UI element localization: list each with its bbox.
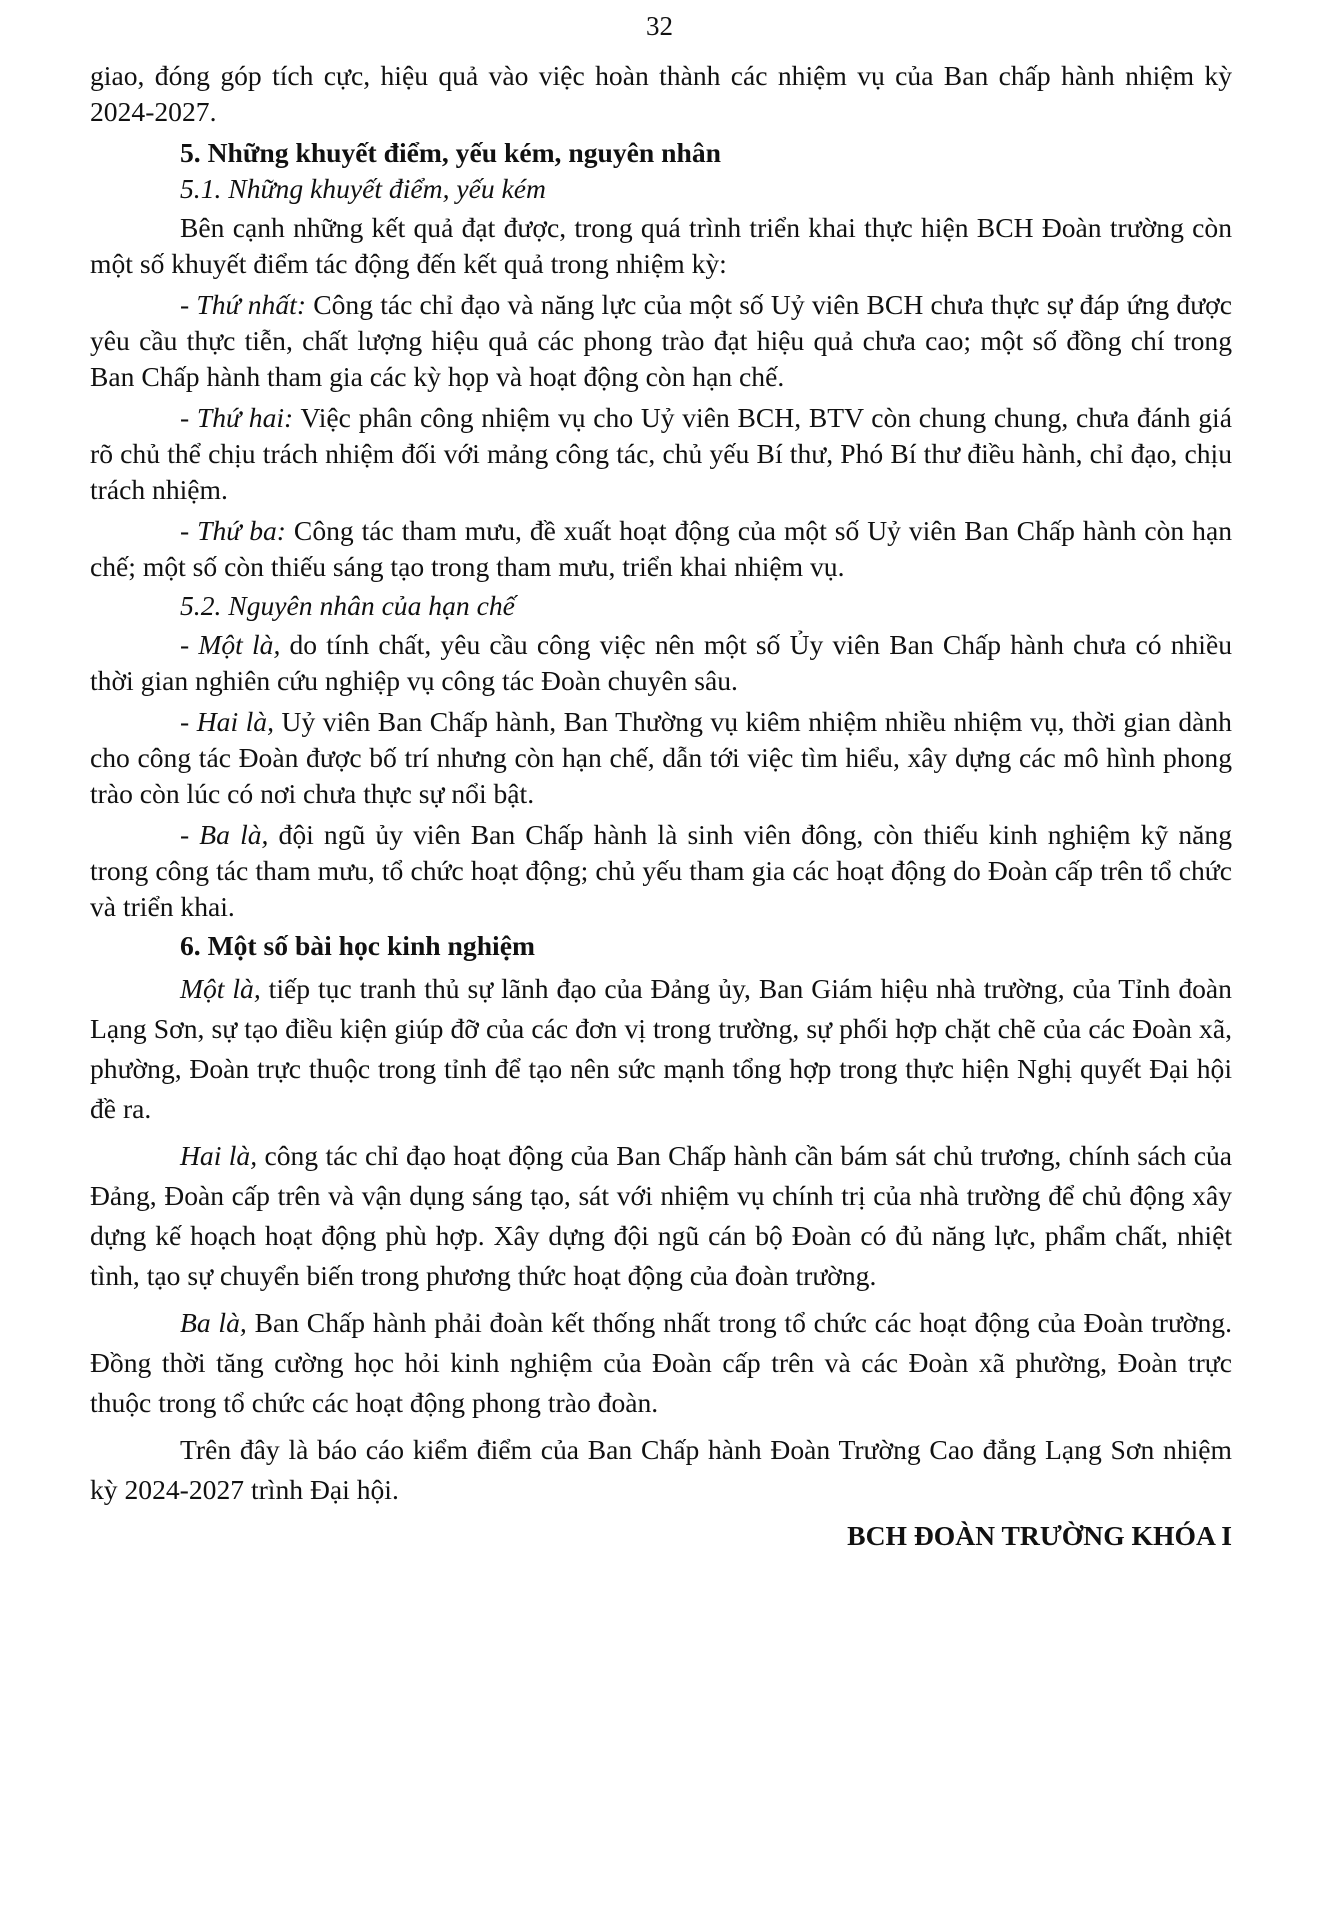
signature-block: BCH ĐOÀN TRƯỜNG KHÓA I [847,1520,1232,1551]
lead-label: - Ba là, [180,819,269,850]
paragraph-closing: Trên đây là báo cáo kiểm điểm của Ban Chấp hành Đoàn Trường Cao đẳng Lạng Sơn nhiệm kỳ 2024-2027 trình Đại hội. [90,1434,1232,1505]
paragraph-cause-one [90,627,1232,699]
lead-label: Một là, [180,973,261,1004]
lead-label: - Một là, [180,629,281,660]
subheading-5-2: 5.2. Nguyên nhân của hạn chế [180,590,515,621]
paragraph-continuation: giao, đóng góp tích cực, hiệu quả vào việc hoàn thành các nhiệm vụ của Ban chấp hành nhiệm kỳ 2024-2027. [90,60,1232,127]
paragraph-text: Công tác chỉ đạo và năng lực của một số Uỷ viên BCH chưa thực sự đáp ứng được yêu cầu thực tiễn, chất lượng hiệu quả các phong trào đạt hiệu quả chưa cao; một số đồng chí trong Ban Chấp hành tham gia các kỳ họp và hoạt động còn hạn chế. [90,289,1232,392]
lead-label: - Thứ nhất: [180,289,307,320]
paragraph-text: công tác chỉ đạo hoạt động của Ban Chấp hành cần bám sát chủ trương, chính sách của Đảng, Đoàn cấp trên và vận dụng sáng tạo, sát với nhiệm vụ chính trị của nhà trường để chủ động xây dựng kế hoạch hoạt động phù hợp. Xây dựng đội ngũ cán bộ Đoàn có đủ năng lực, phẩm chất, nhiệt tình, tạo sự chuyển biến trong phương thức hoạt động của đoàn trường. [90,1140,1232,1291]
lead-label: - Thứ hai: [180,402,294,433]
paragraph-lesson-one [90,969,1232,1129]
paragraph-intro: Bên cạnh những kết quả đạt được, trong quá trình triển khai thực hiện BCH Đoàn trường còn một số khuyết điểm tác động đến kết quả trong nhiệm kỳ: [90,212,1232,279]
page-number: 32 [646,11,673,41]
lead-label: Ba là, [180,1307,247,1338]
lead-label: - Thứ ba: [180,515,286,546]
paragraph-lesson-three [90,1303,1232,1423]
paragraph-lesson-two [90,1136,1232,1296]
paragraph-cause-three [90,817,1232,925]
paragraph-third-shortcoming [90,513,1232,585]
document-body [90,58,1232,1554]
paragraph-cause-two [90,704,1232,812]
paragraph-text: Việc phân công nhiệm vụ cho Uỷ viên BCH, BTV còn chung chung, chưa đánh giá rõ chủ thể chịu trách nhiệm đối với mảng công tác, chủ yếu Bí thư, Phó Bí thư điều hành, chỉ đạo, chịu trách nhiệm. [90,402,1232,505]
paragraph-text: đội ngũ ủy viên Ban Chấp hành là sinh viên đông, còn thiếu kinh nghiệm kỹ năng trong công tác tham mưu, tổ chức hoạt động; chủ yếu tham gia các hoạt động do Đoàn cấp trên tổ chức và triển khai. [90,819,1233,922]
heading-section-5: 5. Những khuyết điểm, yếu kém, nguyên nhân [180,137,721,168]
lead-label: Hai là, [180,1140,258,1171]
paragraph-text: Công tác tham mưu, đề xuất hoạt động của một số Uỷ viên Ban Chấp hành còn hạn chế; một số còn thiếu sáng tạo trong tham mưu, triển khai nhiệm vụ. [90,515,1232,582]
paragraph-text: do tính chất, yêu cầu công việc nên một số Ủy viên Ban Chấp hành chưa có nhiều thời gian nghiên cứu nghiệp vụ công tác Đoàn chuyên sâu. [90,629,1232,696]
paragraph-first-shortcoming [90,287,1232,395]
lead-label: - Hai là, [180,706,274,737]
paragraph-text: Uỷ viên Ban Chấp hành, Ban Thường vụ kiêm nhiệm nhiều nhiệm vụ, thời gian dành cho công tác Đoàn được bố trí nhưng còn hạn chế, dẫn tới việc tìm hiểu, xây dựng các mô hình phong trào còn lúc có nơi chưa thực sự nổi bật. [90,706,1232,809]
subheading-5-1: 5.1. Những khuyết điểm, yếu kém [180,173,546,204]
paragraph-text: Ban Chấp hành phải đoàn kết thống nhất trong tổ chức các hoạt động của Đoàn trường. Đồng thời tăng cường học hỏi kinh nghiệm của Đoàn cấp trên và các Đoàn xã phường, Đoàn trực thuộc trong tổ chức các hoạt động phong trào đoàn. [90,1307,1232,1418]
paragraph-text: tiếp tục tranh thủ sự lãnh đạo của Đảng ủy, Ban Giám hiệu nhà trường, của Tỉnh đoàn Lạng Sơn, sự tạo điều kiện giúp đỡ của các đơn vị trong trường, sự phối hợp chặt chẽ của các Đoàn xã, phường, Đoàn trực thuộc trong tỉnh để tạo nên sức mạnh tổng hợp trong thực hiện Nghị quyết Đại hội đề ra. [90,973,1232,1124]
heading-section-6: 6. Một số bài học kinh nghiệm [180,930,535,961]
paragraph-second-shortcoming [90,400,1232,508]
